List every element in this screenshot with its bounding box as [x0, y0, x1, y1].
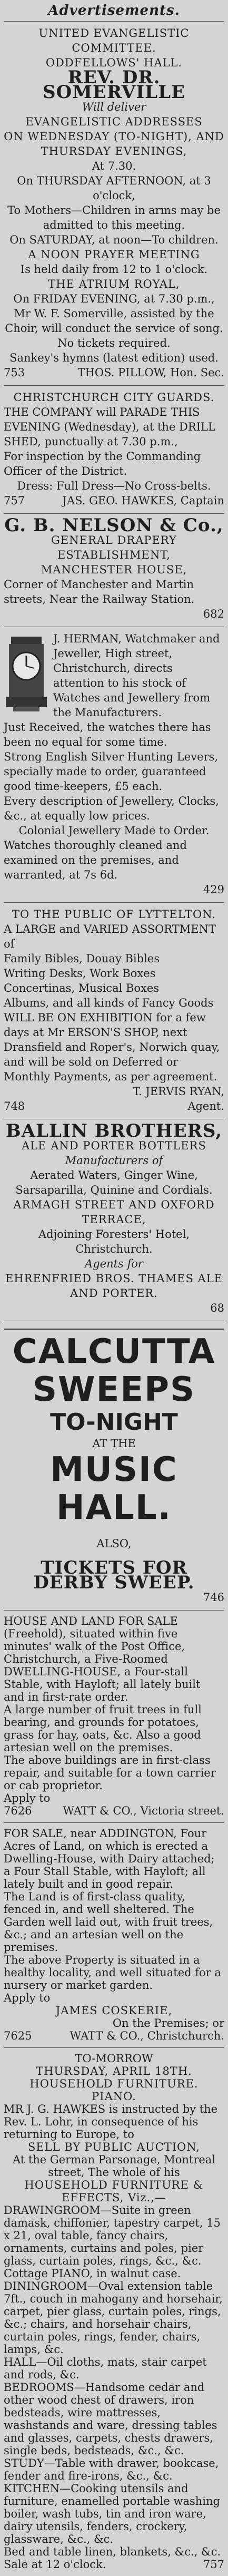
ad-number: 682: [203, 608, 224, 620]
ad-line: HOUSE AND LAND FOR SALE (Freehold), situated within five minutes' walk of the Post Office, Christchurch, a Five-Roomed DWELLING-HOUSE, a Four-stall Stable, with Hayloft; all lately built and in first-rate order.: [4, 1615, 201, 1703]
ad-line: Will deliver: [82, 101, 146, 113]
ad-line: The above Property is situated in a healthy locality, and well situated for a nursery or market garden.: [4, 1954, 221, 1992]
ad-number: 746: [203, 1591, 224, 1604]
ad-line: ALSO,: [96, 1537, 132, 1550]
ad-line: The above buildings are in first-class repair, and suitable for a town carrier or cab proprietor.: [4, 1754, 216, 1792]
ad-line: Sankey's hymns (latest edition) used.: [9, 352, 219, 364]
ad-line: ARMAGH STREET AND OXFORD TERRACE,: [13, 1198, 215, 1226]
ad-line: DININGROOM—Oval extension table 7ft., couch in mahogany and horsehair, carpet, pier glass, curtain poles, rings, &c.; chairs, and horsehair chairs, curtain poles, rings, fender, chairs, lamps, &c.: [4, 2280, 223, 2356]
ad-line: No tickets required.: [57, 337, 171, 349]
ad-signature: T. JERVIS RYAN,: [133, 1085, 224, 1098]
ad-line: TO-MORROW: [75, 2052, 153, 2065]
ad-line: On THURSDAY AFTERNOON, at 3 o'clock,: [17, 174, 211, 202]
ad-house-and-land: [4, 1610, 224, 1822]
ad-line: SELL BY PUBLIC AUCTION,: [28, 2141, 200, 2153]
ad-line: Every description of Jewellery, Clocks, &c., at equally low prices.: [4, 795, 219, 822]
ad-number: 429: [203, 883, 224, 896]
ad-heading: HOUSEHOLD FURNITURE.: [29, 2077, 199, 2090]
divider: [4, 1329, 224, 1330]
ad-signature: WATT & CO., Christchurch.: [70, 2029, 224, 2042]
ad-line: KITCHEN—Cooking utensils and furniture, enamelled portable washing boiler, wash tubs, tin and iron ware, dairy utensils, fenders, crockery, glassware, &c., &c.: [4, 2482, 220, 2545]
ad-heading: BALLIN BROTHERS,: [5, 1120, 223, 1141]
ad-line: Is held daily from 12 to 1 o'clock.: [20, 263, 208, 276]
ad-ballin-brothers: [4, 1119, 224, 1321]
ad-line: THE ATRIUM ROYAL,: [48, 278, 180, 290]
ad-line: A NOON PRAYER MEETING: [28, 248, 200, 261]
ad-line: On the Premises; or: [112, 2017, 224, 2029]
ad-line: Apply to: [4, 1992, 51, 2004]
ad-heading: CALCUTTA: [12, 1332, 216, 1371]
ad-signature: THOS. PILLOW, Hon. Sec.: [77, 366, 224, 379]
ad-footer: [4, 365, 224, 380]
ad-line: Agents for: [85, 1257, 143, 1270]
ad-line: WILL BE ON EXHIBITION for a few days at Mr ERSON'S SHOP, next Dransfield and Roper's, Norwich quay, and will be sold on Deferred or Monthly Payments, as per agreement.: [4, 1011, 220, 1083]
ad-line: J. HERMAN, Watchmaker and Jeweller, High street, Christchurch, directs attention to his stock of Watches and Jewellery from the Manufacturers.: [53, 632, 220, 719]
ad-line: Mr W. F. Somerville, assisted by the Choir, will conduct the service of song.: [5, 307, 223, 335]
ad-herman-watchmaker: [4, 627, 224, 902]
ad-line: Colonial Jewellery Made to Order.: [18, 824, 210, 837]
ad-number: 757: [4, 494, 25, 507]
ad-line: At the German Parsonage, Montreal street, The whole of his: [12, 2153, 216, 2179]
ad-line: At 7.30.: [92, 160, 136, 172]
ad-number: 7625: [4, 2029, 32, 2042]
ad-line: HALL—Oil cloths, mats, stair carpet and rods, &c.: [4, 2356, 207, 2381]
ad-line: Dress: Full Dress—No Cross-belts.: [17, 480, 211, 492]
ad-heading: MUSIC HALL.: [50, 1450, 178, 1527]
ad-line: EVANGELISTIC ADDRESSES: [25, 115, 203, 128]
ad-hawkes-auction: [4, 2047, 224, 2576]
ad-number: 68: [210, 1302, 224, 1314]
ad-line: MANCHESTER HOUSE,: [41, 563, 187, 576]
ad-line: For inspection by the Commanding Officer of the District.: [4, 450, 201, 477]
ad-line: Agent.: [187, 1100, 224, 1113]
ad-line: The Land is of first-class quality, fenced in, and well sheltered. The Garden well laid out, with fruit trees, &c.; and an artesian well on the premises.: [4, 1890, 213, 1954]
ad-line: On SATURDAY, at noon—To children.: [9, 233, 219, 246]
ad-number: 753: [4, 366, 25, 379]
newspaper-column: [4, 0, 224, 2571]
ad-line: Apply to: [4, 1792, 51, 1804]
ad-line: Just Received, the watches there has been no equal for some time.: [4, 721, 211, 748]
clock-engraving: [4, 633, 49, 713]
ad-footer: [4, 2558, 224, 2571]
ad-line: Albums, and all kinds of Fancy Goods: [4, 997, 214, 1009]
ad-number: 757: [203, 2558, 224, 2571]
ad-line: On FRIDAY EVENING, at 7.30 p.m.,: [13, 292, 215, 305]
ad-line: STUDY—Table with drawer, bookcase, fender and fire-irons, &c., &c.: [4, 2457, 219, 2482]
ad-line: ON WEDNESDAY (TO-NIGHT), AND: [4, 130, 224, 143]
ad-line: Family Bibles, Douay Bibles: [4, 952, 160, 965]
ad-heading: TO THE PUBLIC OF LYTTELTON.: [12, 908, 216, 921]
ad-line: THURSDAY, APRIL 18TH.: [36, 2065, 192, 2077]
ad-signature: JAS. GEO. HAWKES, Captain: [62, 494, 224, 507]
ad-number: 7626: [4, 1804, 32, 1817]
ad-speaker: REV. DR. SOMERVILLE: [43, 67, 185, 103]
ad-line: A LARGE and VARIED ASSORTMENT of: [4, 923, 216, 950]
ad-line: Writing Desks, Work Boxes: [4, 967, 156, 980]
ad-line: Adjoining Foresters' Hotel, Christchurch.: [38, 1228, 190, 1255]
ad-line: Corner of Manchester and Martin streets, Near the Railway Station.: [4, 578, 195, 606]
ad-line: Manufacturers of: [65, 1154, 163, 1167]
ad-line: BEDROOMS—Handsome cedar and other wood chest of drawers, iron bedsteads, wire mattresses, washstands and ware, dressing tables and glasses, carpets, chests drawers, single beds, bedsteads, &c., &c.: [4, 2381, 217, 2457]
ad-line: To Mothers—Children in arms may be admitted to this meeting.: [7, 204, 221, 231]
ad-line: A large number of fruit trees in full bearing, and grounds for potatoes, grass for hay, oats, &c. Also a good artesian well on the premises.: [4, 1703, 202, 1754]
ad-evangelistic-committee: [4, 21, 224, 385]
ad-line: GENERAL DRAPERY ESTABLISHMENT,: [51, 534, 177, 561]
ad-nelson-drapery: [4, 513, 224, 627]
ad-footer: [4, 2029, 224, 2042]
ad-addington-land: [4, 1822, 224, 2047]
ad-signature: JAMES COSKERIE,: [55, 2004, 173, 2017]
ad-line: MR J. G. HAWKES is instructed by the Rev. L. Lohr, in consequence of his returning to Europe, to: [4, 2103, 218, 2141]
ad-line: TICKETS FOR DERBY SWEEP.: [33, 1557, 195, 1593]
ad-line: Bed and table linen, blankets, &c., &c.: [4, 2545, 221, 2558]
ad-line: Watches thoroughly cleaned and examined on the premises, and warranted, at 7s 6d.: [4, 839, 187, 881]
ad-line: Aerated Waters, Ginger Wine, Sarsaparilla, Quinine and Cordials.: [15, 1169, 213, 1196]
ad-heading: CHRISTCHURCH CITY GUARDS.: [13, 391, 215, 404]
ad-number: 748: [4, 1100, 25, 1113]
ad-line: FOR SALE, near ADDINGTON, Four Acres of Land, on which is erected a Dwelling-House, with Dairy attached; a Four Stall Stable, with Hayloft; all lately built and in good repair.: [4, 1827, 215, 1890]
ad-line: TO-NIGHT: [50, 1409, 178, 1436]
ad-line: HOUSEHOLD FURNITURE & EFFECTS, Viz.,—: [24, 2179, 204, 2204]
ad-city-guards: [4, 385, 224, 513]
ad-line: ALE AND PORTER BOTTLERS: [22, 1139, 206, 1152]
ad-line: AT THE: [92, 1437, 136, 1450]
ad-heading: UNITED EVANGELISTIC COMMITTEE.: [38, 27, 190, 54]
ad-footer: [4, 493, 224, 508]
ad-line: Cottage PIANO, in walnut case.: [4, 2267, 181, 2280]
ad-line: THURSDAY EVENINGS,: [41, 145, 187, 158]
masthead: Advertisements.: [48, 3, 180, 18]
ad-heading: G. B. NELSON & Co.,: [4, 515, 224, 536]
ad-line: DRAWINGROOM—Suite in green damask, chiffonier, tapestry carpet, 15 x 21, oval table, fancy chairs, ornaments, curtains and poles, pier glass, curtain poles, rings, &c., &c.: [4, 2204, 221, 2267]
ad-signature: WATT & CO., Victoria street.: [63, 1804, 224, 1817]
ad-line: EHRENFRIED BROS. THAMES ALE AND PORTER.: [5, 1272, 223, 1300]
ad-heading: PIANO.: [92, 2090, 136, 2103]
ad-footer: [4, 1099, 224, 1114]
ad-line: THE COMPANY will PARADE THIS EVENING (Wednesday), at the DRILL SHED, punctually at 7.30 p.m.,: [4, 406, 215, 448]
ad-line: Concertinas, Musical Boxes: [4, 982, 160, 994]
ad-calcutta-sweeps: [4, 1321, 224, 1610]
ad-heading: SWEEPS: [32, 1370, 196, 1409]
ad-venue: ODDFELLOWS' HALL.: [45, 56, 183, 69]
ad-line: Sale at 12 o'clock.: [4, 2558, 106, 2571]
ad-footer: [4, 1804, 224, 1817]
ad-line: Strong English Silver Hunting Levers, specially made to order, guaranteed good time-keepers, £5 each.: [4, 750, 218, 793]
ad-lyttelton-goods: [4, 902, 224, 1119]
